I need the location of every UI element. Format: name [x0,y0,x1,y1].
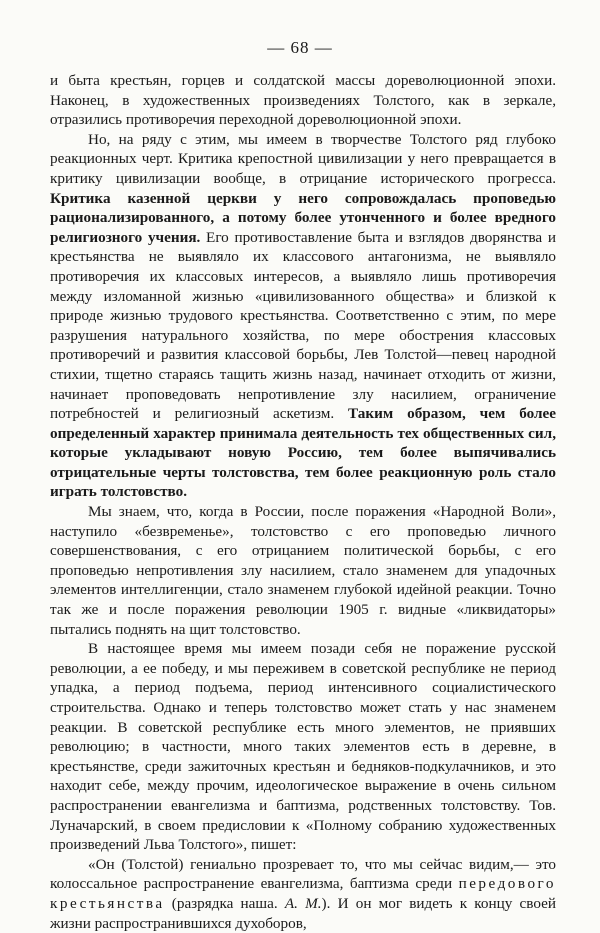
p5-run: «Он (Толстой) гениально прозревает то, что мы сейчас видим,— это колоссальное распространение евангелизма, баптизма среди [50,855,556,893]
page-number: — 68 — [267,38,333,57]
p2-run: Его противоставление быта и взглядов дворянства и крестьянства не выявляло их классового антагонизма, не выявляло противоречия их классовых интересов, а выявляло лишь противоречия между изломанной жизнью «цивилизованного общества» и близкой к природе жизнью трудового крестьянства. Соответственно с этим, по мере разрушения натурального хозяйства, по мере обострения классовых противоречий и развития классовой борьбы, Лев Толстой—певец народной стихии, тщетно стараясь тащить жизнь назад, начинает отходить от жизни, начинает проповедовать непротивление злу насилием, ограничение потребностей и религиозный аскетизм. [50,228,556,423]
paragraph-p1 [50,71,556,130]
p2-run: Таким образом, чем более определенный характер принимала деятельность тех общественных сил, которые укладывают новую Россию, тем более выпячивались отрицательные черты толстовства, тем более реакционную роль стало играть толстовство. [50,405,556,501]
p1-run: и быта крестьян, горцев и солдатской массы дореволюционной эпохи. Наконец, в художественных произведениях Толстого, как в зеркале, отразились противоречия переходной дореволюционной эпохи. [50,72,556,129]
p5-run: А. М. [284,894,322,912]
paragraph-p5 [50,855,556,933]
p4-run: В настоящее время мы имеем позади себя не поражение русской революции, а ее победу, и мы переживем в советской республике не период упадка, а период подъема, период интенсивного социалистического строительства. Однако и теперь толстовство может стать у нас знаменем реакции. В советской республике есть много элементов, не приявших революцию; в частности, много таких элементов есть в деревне, в крестьянстве, среди зажиточных крестьян и бедняков-подкулачников, и это находит себе, между прочим, идеологическое выражение в очень сильном распространении евангелизма и баптизма, родственных толстовству. Тов. Луначарский, в своем предисловии к «Полному собранию художественных произведений Льва Толстого», пишет: [50,640,556,854]
p5-run: ). И он мог видеть к концу своей жизни распространившихся духоборов, [50,894,556,932]
p2-run: Но, на ряду с этим, мы имеем в творчестве Толстого ряд глубоко реакционных черт. Критика крепостной цивилизации у него превращается в критику цивилизации вообще, в отрицание исторического прогресса. [50,130,556,187]
p3-run: Мы знаем, что, когда в России, после поражения «Народной Воли», наступило «безвременье», толстовство с его проповедью личного совершенствования, с его отрицанием политической борьбы, с его проповедью непротивления злу насилием, стало знаменем для упадочных элементов интеллигенции, стало знаменем глубокой идейной реакции. Точно так же и после поражения революции 1905 г. видные «ликвидаторы» пытались поднять на щит толстовство. [50,503,556,638]
page-text [50,71,556,933]
p5-run: (разрядка наша. [164,894,285,912]
paragraph-p2 [50,130,556,502]
paragraph-p4 [50,639,556,855]
p5-run: передового крестьянства [50,875,556,912]
paragraph-p3 [50,502,556,639]
p2-run: Критика казенной церкви у него сопровождалась проповедью рационализированного, а потому более утонченного и более вредного религиозного учения. [50,189,556,246]
